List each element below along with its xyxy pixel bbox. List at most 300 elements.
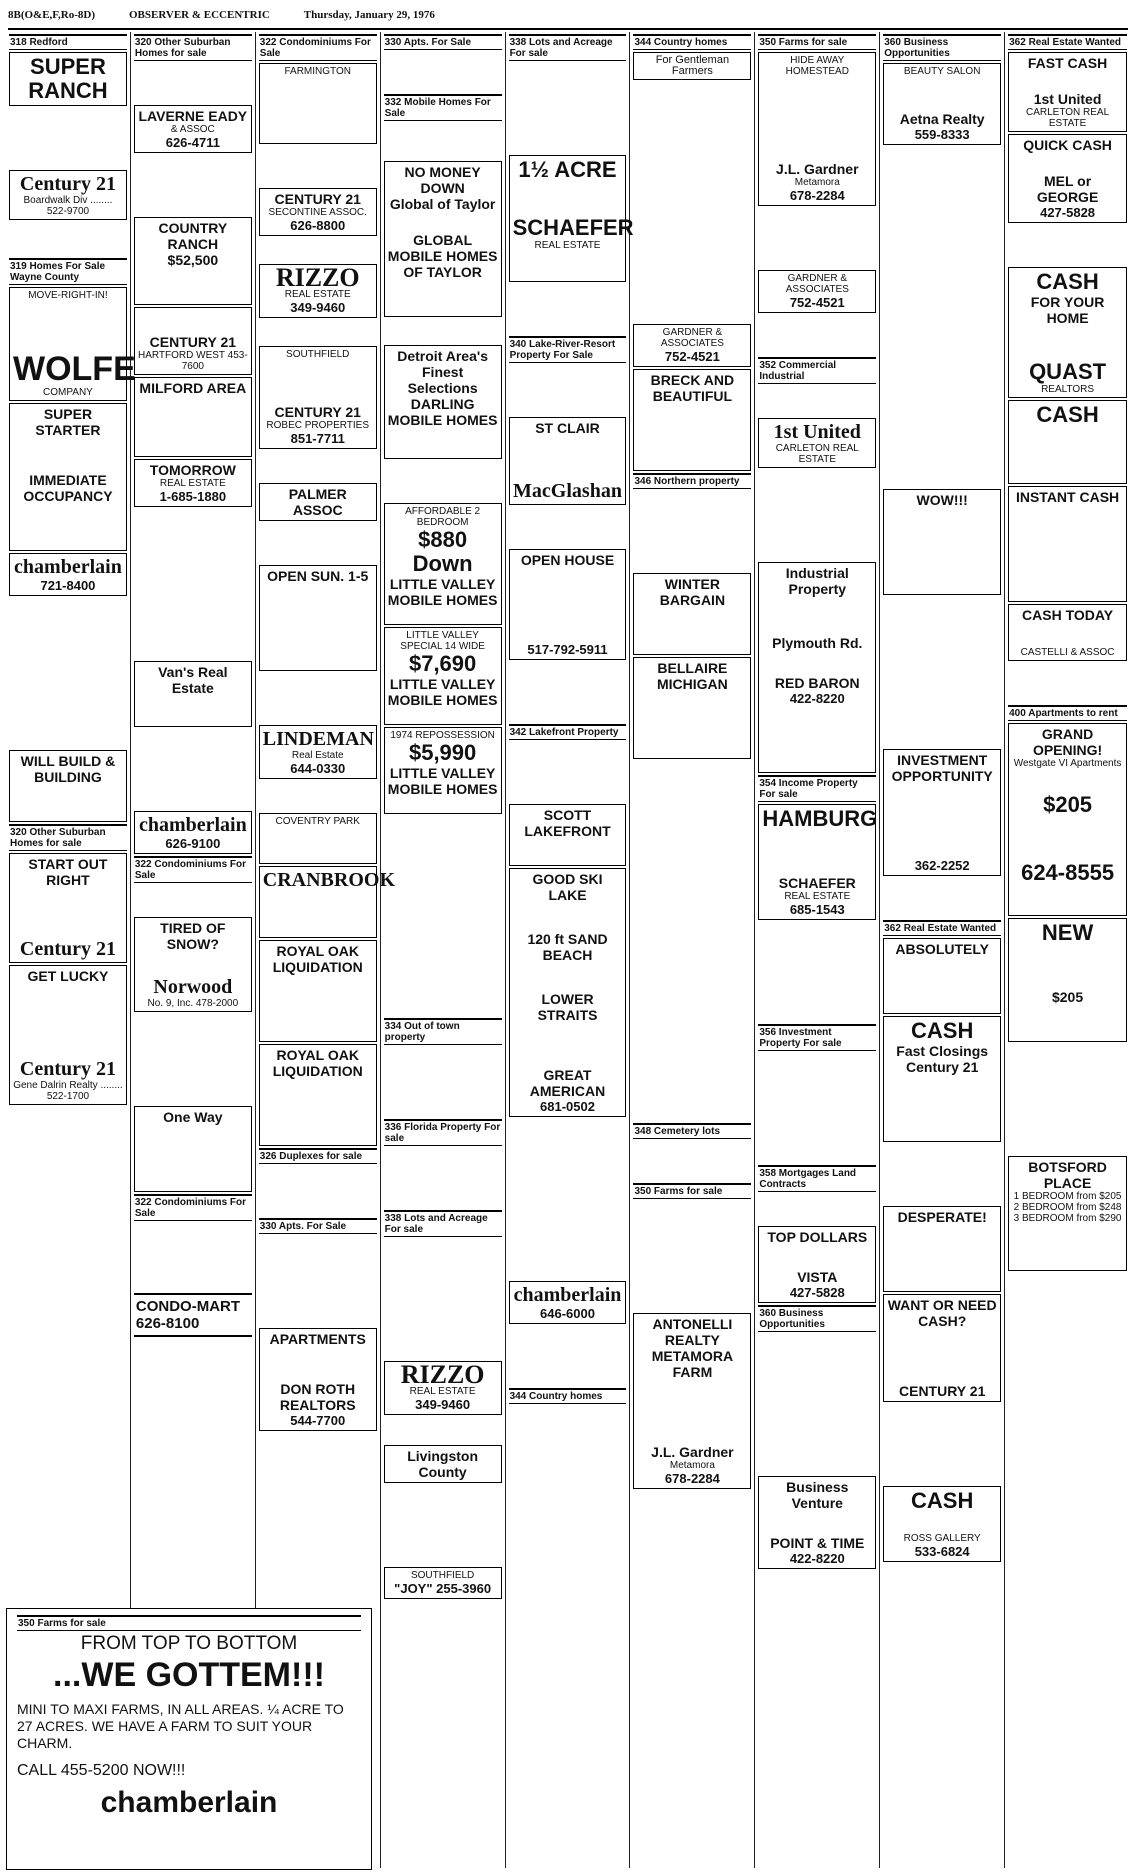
ad-body	[513, 905, 623, 929]
ad	[384, 1567, 502, 1599]
ad-body	[384, 1485, 502, 1565]
ad-phone: "JOY" 255-3960	[394, 1581, 492, 1596]
ad-body	[758, 1194, 876, 1224]
ad-title: Business Venture	[786, 1479, 849, 1511]
ad	[509, 155, 634, 282]
ad-subtitle: REAL ESTATE	[534, 240, 601, 251]
ad-price: $205	[1043, 792, 1093, 817]
ad-title: GREAT AMERICAN	[529, 1067, 606, 1099]
ad-phone: 681-0502	[540, 1099, 595, 1114]
ad	[633, 657, 751, 759]
ad-phone: 427-5828	[1040, 205, 1096, 220]
ad-body	[1008, 663, 1127, 703]
ad-phone: 422-8220	[789, 691, 845, 706]
ad-title: BELLAIRE MICHIGAN	[657, 660, 728, 692]
section-header: 320 Other Suburban Homes for sale	[9, 824, 127, 851]
ad-body	[1012, 73, 1123, 89]
ad-subtitle: Metamora	[669, 1460, 715, 1471]
ad-body	[1012, 947, 1123, 987]
ad-title: LITTLE VALLEY MOBILE HOMES	[387, 765, 498, 797]
ad-phone: 644-0330	[290, 761, 346, 776]
ad-body	[134, 1223, 252, 1289]
ad	[259, 63, 377, 144]
ad-title: WANT OR NEED CASH?	[887, 1297, 997, 1329]
ad-title: DON ROTH REALTORS	[279, 1381, 356, 1413]
ad-title: SUPER STARTER	[35, 406, 101, 438]
ad-condo-mart: CONDO-MART 626-8100	[134, 1293, 252, 1337]
ad	[758, 270, 876, 313]
section-header: 350 Farms for sale	[758, 34, 876, 50]
ad	[1008, 918, 1127, 1042]
section-header: 336 Florida Property For sale	[384, 1119, 502, 1146]
ad	[259, 565, 377, 671]
ad-body	[138, 398, 248, 452]
section-header: 330 Apts. For Sale	[384, 34, 502, 50]
ad-subtitle: REAL ESTATE	[784, 891, 851, 902]
ad-title: CASH	[1036, 402, 1099, 427]
ad-phone: 422-8220	[789, 1551, 845, 1566]
section-header: 322 Condominiums For Sale	[134, 1194, 252, 1221]
ad-title: NEW	[1041, 920, 1094, 945]
ad-logo: chamberlain	[513, 1284, 622, 1306]
ad-body	[633, 491, 751, 571]
ad-body	[887, 1077, 997, 1137]
ad-title: SOUTHFIELD	[410, 1570, 475, 1581]
ad-title: TOP DOLLARS	[767, 1229, 868, 1245]
ad-body	[134, 155, 252, 215]
ad-logo: 1st United	[773, 421, 861, 443]
ad-body	[263, 893, 373, 933]
ad-title: GARDNER & ASSOCIATES	[660, 327, 724, 349]
masthead	[8, 2, 1128, 30]
ad-contact: Gene Dalrin Realty ........ 522-1700	[13, 1080, 123, 1102]
section-header: 362 Real Estate Wanted	[1008, 34, 1127, 50]
ad-body	[762, 1513, 872, 1533]
ad-body	[384, 1047, 502, 1117]
ad-body	[263, 1349, 373, 1379]
section-header: 340 Lake-River-Resort Property For Sale	[509, 336, 627, 363]
ad-price: $5,990	[408, 740, 477, 765]
ad-title: WOW!!!	[916, 492, 968, 508]
ad	[883, 938, 1001, 1014]
ad-title: LAVERNE EADY	[138, 108, 248, 124]
ad-body	[762, 708, 872, 768]
ad-title: CENTURY 21	[274, 404, 361, 420]
ad	[1008, 52, 1127, 132]
ad	[134, 105, 252, 153]
ad	[1008, 723, 1127, 916]
ad	[134, 217, 252, 305]
section-header: 356 Investment Property For sale	[758, 1024, 876, 1051]
ad-title: Fast Closings	[896, 1043, 989, 1059]
ad	[883, 63, 1001, 145]
ad	[259, 1328, 377, 1431]
ad-body	[263, 1081, 373, 1141]
ad-logo: chamberlain	[14, 556, 122, 578]
section-header: 350 Farms for sale	[633, 1183, 751, 1199]
ad-title: GRAND OPENING!	[1032, 726, 1103, 758]
ad-body	[13, 890, 123, 936]
ad-body	[758, 1053, 876, 1163]
ad-subtitle: REAL ESTATE	[284, 289, 351, 300]
farms-display-ad	[6, 1608, 372, 1870]
ad-subtitle: Westgate VI Apartments	[1013, 758, 1122, 769]
ad-logo: chamberlain	[138, 814, 247, 836]
ad-body	[509, 507, 627, 547]
ad-body	[633, 1201, 751, 1311]
ad-body	[762, 1247, 872, 1267]
ad-body	[633, 761, 751, 1121]
ad-title: GLOBAL MOBILE HOMES OF TAYLOR	[387, 232, 498, 280]
section-header: 320 Other Suburban Homes for sale	[134, 34, 252, 61]
ad-subtitle: Global of Taylor	[389, 196, 496, 212]
ad-title: CENTURY 21	[149, 334, 237, 350]
section-header: 400 Apartments to rent	[1008, 705, 1127, 721]
ad	[1008, 486, 1127, 602]
ad-title: NO MONEY DOWN	[404, 164, 481, 196]
ad-title: DESPERATE!	[897, 1209, 987, 1225]
ad-body	[1012, 1226, 1123, 1266]
ad-title: HIDE AWAY HOMESTEAD	[785, 55, 849, 77]
ad	[259, 725, 377, 779]
ad-title: ROYAL OAK LIQUIDATION	[272, 1047, 363, 1079]
ad-body	[1012, 328, 1123, 358]
ad-title: RED BARON	[774, 675, 860, 691]
ad-body	[509, 662, 627, 722]
section-header: 332 Mobile Homes For Sale	[384, 94, 502, 121]
ad-body	[259, 781, 377, 811]
ad-title: BRECK AND BEAUTIFUL	[650, 372, 735, 404]
ad-body	[509, 63, 627, 153]
ad-title: APARTMENTS	[269, 1331, 366, 1347]
ad-title: Detroit Area's Finest Selections DARLING MOBILE HOMES	[387, 348, 498, 428]
ad-title: SUPER	[30, 54, 106, 79]
ad	[509, 1281, 627, 1324]
ad-phone: 533-6824	[914, 1544, 970, 1559]
ad-body	[1012, 819, 1123, 859]
ad-title: MOVE-RIGHT-IN!	[28, 290, 108, 301]
ad-title: ANTONELLI REALTY	[652, 1316, 733, 1348]
column-5	[506, 32, 634, 1868]
ad-body	[134, 1014, 252, 1104]
ad-body	[883, 1404, 1001, 1484]
section-header: 344 Country homes	[633, 34, 751, 50]
ad-title: Century 21	[19, 173, 116, 195]
ad-title: MILFORD AREA	[139, 380, 247, 396]
ad-phone: 626-9100	[165, 836, 221, 851]
ad-body	[9, 598, 127, 748]
ad-title: MEL or GEORGE	[1036, 173, 1099, 205]
ad-body	[509, 1326, 627, 1386]
ad-price: $205	[1051, 989, 1084, 1005]
ad-phone: 626-4711	[165, 135, 220, 150]
ad-title: CASH	[1036, 269, 1099, 294]
ad-body	[513, 253, 623, 277]
ad	[1008, 400, 1127, 484]
ad-body	[758, 1334, 876, 1474]
section-header: 362 Real Estate Wanted	[883, 920, 1001, 936]
section-header: 358 Mortgages Land Contracts	[758, 1165, 876, 1192]
section-header: 348 Cemetery lots	[633, 1123, 751, 1139]
ad-subtitle: REAL ESTATE	[409, 1386, 476, 1397]
ad-title: GET LUCKY	[27, 968, 109, 984]
ad-logo: RIZZO	[400, 1360, 485, 1389]
ad-body	[883, 878, 1001, 918]
ad	[384, 1361, 502, 1415]
ad	[259, 483, 377, 521]
column-6	[630, 32, 755, 1868]
ad	[9, 403, 127, 551]
ad-body	[13, 506, 123, 546]
ad-logo: RIZZO	[275, 263, 360, 292]
ad-title: COUNTRY RANCH	[158, 220, 228, 252]
ad-body	[887, 79, 997, 109]
ad-body	[762, 79, 872, 159]
ad	[9, 52, 127, 106]
column-1	[6, 32, 136, 1868]
column-2	[131, 32, 256, 1868]
ad-body	[633, 82, 751, 322]
ad-body	[1012, 429, 1123, 479]
ad	[1008, 1156, 1127, 1271]
ad-title: ST CLAIR	[535, 420, 600, 436]
ad-body	[259, 673, 377, 723]
ad	[259, 1044, 377, 1146]
ad-title: CASH TODAY	[1022, 607, 1114, 623]
ad-title: RANCH	[28, 78, 108, 103]
ad	[259, 813, 377, 864]
ad-body: MINI TO MAXI FARMS, IN ALL AREAS. ¼ ACRE TO 27 ACRES. WE HAVE A FARM TO SUIT YOUR CHARM.	[17, 1701, 344, 1751]
ad	[384, 503, 502, 625]
ad	[1008, 134, 1127, 223]
ad-phone: 544-7700	[290, 1413, 346, 1428]
ad-body	[259, 146, 377, 186]
ad-body	[513, 965, 623, 989]
ad-body	[134, 63, 252, 103]
section-header: 342 Lakefront Property	[509, 724, 627, 740]
ad-body	[384, 52, 502, 92]
ad-body	[758, 470, 876, 560]
ad-phone: CALL 455-5200 NOW!!!	[17, 1762, 186, 1779]
ad-body	[259, 320, 377, 344]
ad-subtitle: SECONTINE ASSOC.	[268, 207, 367, 218]
ad-body	[1012, 507, 1123, 597]
ad-title: Van's Real Estate	[158, 664, 228, 696]
ad-body	[259, 1236, 377, 1326]
ad-title: TIRED OF SNOW?	[160, 920, 226, 952]
ad	[384, 1445, 502, 1483]
ad-phone: 559-8333	[914, 127, 970, 142]
ad	[883, 749, 1001, 876]
ad	[509, 868, 627, 1117]
ad-title: IMMEDIATE OCCUPANCY	[23, 472, 113, 504]
ad-body	[762, 599, 872, 633]
ad-body	[388, 799, 498, 809]
ad-contact: HARTFORD WEST 453-7600	[138, 350, 248, 372]
ad-body	[762, 833, 872, 873]
ad-title: PALMER ASSOC	[288, 486, 347, 518]
ad-body	[513, 438, 623, 478]
ad-title: Industrial Property	[785, 565, 849, 597]
ad	[9, 553, 127, 596]
ad	[259, 188, 377, 236]
ad-price: $52,500	[167, 252, 219, 268]
ad-body	[762, 653, 872, 673]
ad-phone: 427-5828	[789, 1285, 845, 1300]
ad-title: START OUT RIGHT	[28, 856, 108, 888]
ad-phone: 349-9460	[415, 1397, 471, 1412]
column-8	[880, 32, 1005, 1868]
ad-body	[887, 1515, 997, 1531]
folio: 8B(O&E,F,Ro-8D)	[8, 9, 95, 21]
ad-phone: 626-8800	[290, 218, 346, 233]
ad-title: FAST CASH	[1027, 55, 1108, 71]
section-header: 350 Farms for sale	[17, 1615, 361, 1631]
ad-body	[637, 1382, 747, 1442]
ad	[134, 661, 252, 727]
ad-body	[883, 147, 1001, 487]
section-header: 354 Income Property For sale	[758, 775, 876, 802]
ad-phone: 721-8400	[40, 578, 96, 593]
ad-title: J.L. Gardner	[776, 161, 859, 177]
column-3	[256, 32, 396, 1868]
ad	[134, 1106, 252, 1192]
section-header: 360 Business Opportunities	[758, 1305, 876, 1332]
ad	[758, 804, 876, 920]
ad-title: OPEN SUN. 1-5	[267, 568, 369, 584]
ad	[758, 1226, 876, 1303]
ad-phone: 349-9460	[290, 300, 346, 315]
ad-body	[388, 430, 498, 454]
ad-subtitle: ROBEC PROPERTIES	[266, 420, 370, 431]
section-header: 338 Lots and Acreage For sale	[384, 1210, 502, 1237]
ad-title: One Way	[163, 1109, 223, 1125]
ad-title: SCOTT LAKEFRONT	[524, 807, 611, 839]
ad-body	[388, 214, 498, 230]
ad	[9, 750, 127, 822]
ad-body	[384, 1239, 502, 1359]
ad-title: METAMORA FARM	[651, 1348, 734, 1380]
ad-subtitle: FOR YOUR HOME	[1030, 294, 1105, 326]
ad-title: WINTER BARGAIN	[659, 576, 726, 608]
ad-price: $7,690	[408, 651, 477, 676]
ad-subtitle: REAL ESTATE	[159, 478, 226, 489]
ad-body	[388, 282, 498, 312]
ad-body	[513, 841, 623, 861]
ad-body	[263, 79, 373, 139]
section-header: 352 Commercial Industrial	[758, 357, 876, 384]
ad-subtitle: CARLETON REAL ESTATE	[775, 443, 859, 465]
ad-phone: 752-4521	[664, 349, 720, 364]
ad-body	[388, 610, 498, 620]
paper-name: OBSERVER & ECCENTRIC	[128, 9, 270, 21]
ad	[1008, 267, 1127, 398]
section-header: 322 Condominiums For Sale	[259, 34, 377, 61]
ad-body	[633, 1141, 751, 1181]
ad-body	[758, 208, 876, 268]
ad-contact: Nо. 9, Inc. 478-2000	[147, 998, 239, 1009]
ad-body	[384, 1417, 502, 1443]
ad-body	[259, 1166, 377, 1216]
ad	[883, 489, 1001, 595]
ad	[1008, 604, 1127, 661]
section-header: 330 Apts. For Sale	[259, 1218, 377, 1234]
ad-headline: FROM TOP TO BOTTOM	[80, 1633, 298, 1654]
ad-title: ABSOLUTELY	[895, 941, 989, 957]
ad	[758, 1476, 876, 1569]
ad-title: Century 21	[906, 1059, 979, 1075]
ad	[509, 549, 627, 660]
ad-body	[263, 362, 373, 402]
section-header: 322 Condominiums For Sale	[134, 856, 252, 883]
ad-body	[509, 742, 627, 802]
ad	[883, 1016, 1001, 1142]
ad-body	[13, 440, 123, 470]
section-header: 338 Lots and Acreage For sale	[509, 34, 627, 61]
classified-columns	[6, 32, 1130, 1868]
ad-title: ROYAL OAK LIQUIDATION	[272, 943, 363, 975]
column-7	[755, 32, 880, 1868]
ad-phone: 851-7711	[290, 431, 345, 446]
ad	[883, 1206, 1001, 1292]
ad-title: SOUTHFIELD	[286, 349, 350, 360]
ad-subtitle: REALTORS	[1041, 384, 1095, 395]
ad-body	[134, 885, 252, 915]
ad-contact: Boardwalk Div ........ 522-9700	[23, 195, 113, 217]
ad-title: TOMORROW	[149, 462, 236, 478]
ad-title: LITTLE VALLEY MOBILE HOMES	[387, 676, 498, 708]
ad-title: Livingston County	[407, 1448, 478, 1480]
ad-phone: 678-2284	[664, 1471, 720, 1486]
ad-body	[13, 787, 123, 817]
ad	[758, 562, 876, 773]
ad-logo: CRANBROOK	[262, 869, 396, 891]
ad	[9, 965, 127, 1105]
ad-title: INVESTMENT OPPORTUNITY	[891, 752, 993, 784]
ad-body	[138, 1127, 248, 1187]
ad-title: For Gentleman Farmers	[655, 54, 730, 77]
ad-body	[1008, 225, 1127, 265]
section-header: 319 Homes For Sale Wayne County	[9, 258, 127, 285]
ad-body	[887, 1331, 997, 1381]
ad	[633, 369, 751, 471]
ad-title: Century 21	[19, 1058, 116, 1080]
ad	[384, 727, 502, 814]
ad-title: QUICK CASH	[1023, 137, 1112, 153]
ad-body	[384, 319, 502, 343]
ad-body	[263, 829, 373, 859]
ad-title: COVENTRY PARK	[275, 816, 360, 827]
ad-body	[883, 1144, 1001, 1204]
ad-title: HAMBURG	[762, 806, 878, 831]
ad-logo: 1st United	[1033, 91, 1102, 107]
ad	[259, 866, 396, 938]
issue-date: Thursday, January 29, 1976	[303, 9, 435, 21]
ad-phone: 362-2252	[914, 858, 970, 873]
ad-body	[259, 451, 377, 481]
ad-body	[1012, 887, 1123, 911]
ad-body	[388, 710, 498, 720]
ad-body	[1012, 1007, 1123, 1037]
ad-body	[138, 954, 248, 974]
ad-body	[887, 510, 997, 590]
ad-subtitle: Real Estate	[291, 750, 344, 761]
ad-body	[384, 461, 502, 501]
ad	[9, 287, 136, 401]
ad-title: BEAUTY SALON	[903, 66, 981, 77]
ad	[883, 1294, 1001, 1402]
ad-title: J.L. Gardner	[651, 1444, 734, 1460]
